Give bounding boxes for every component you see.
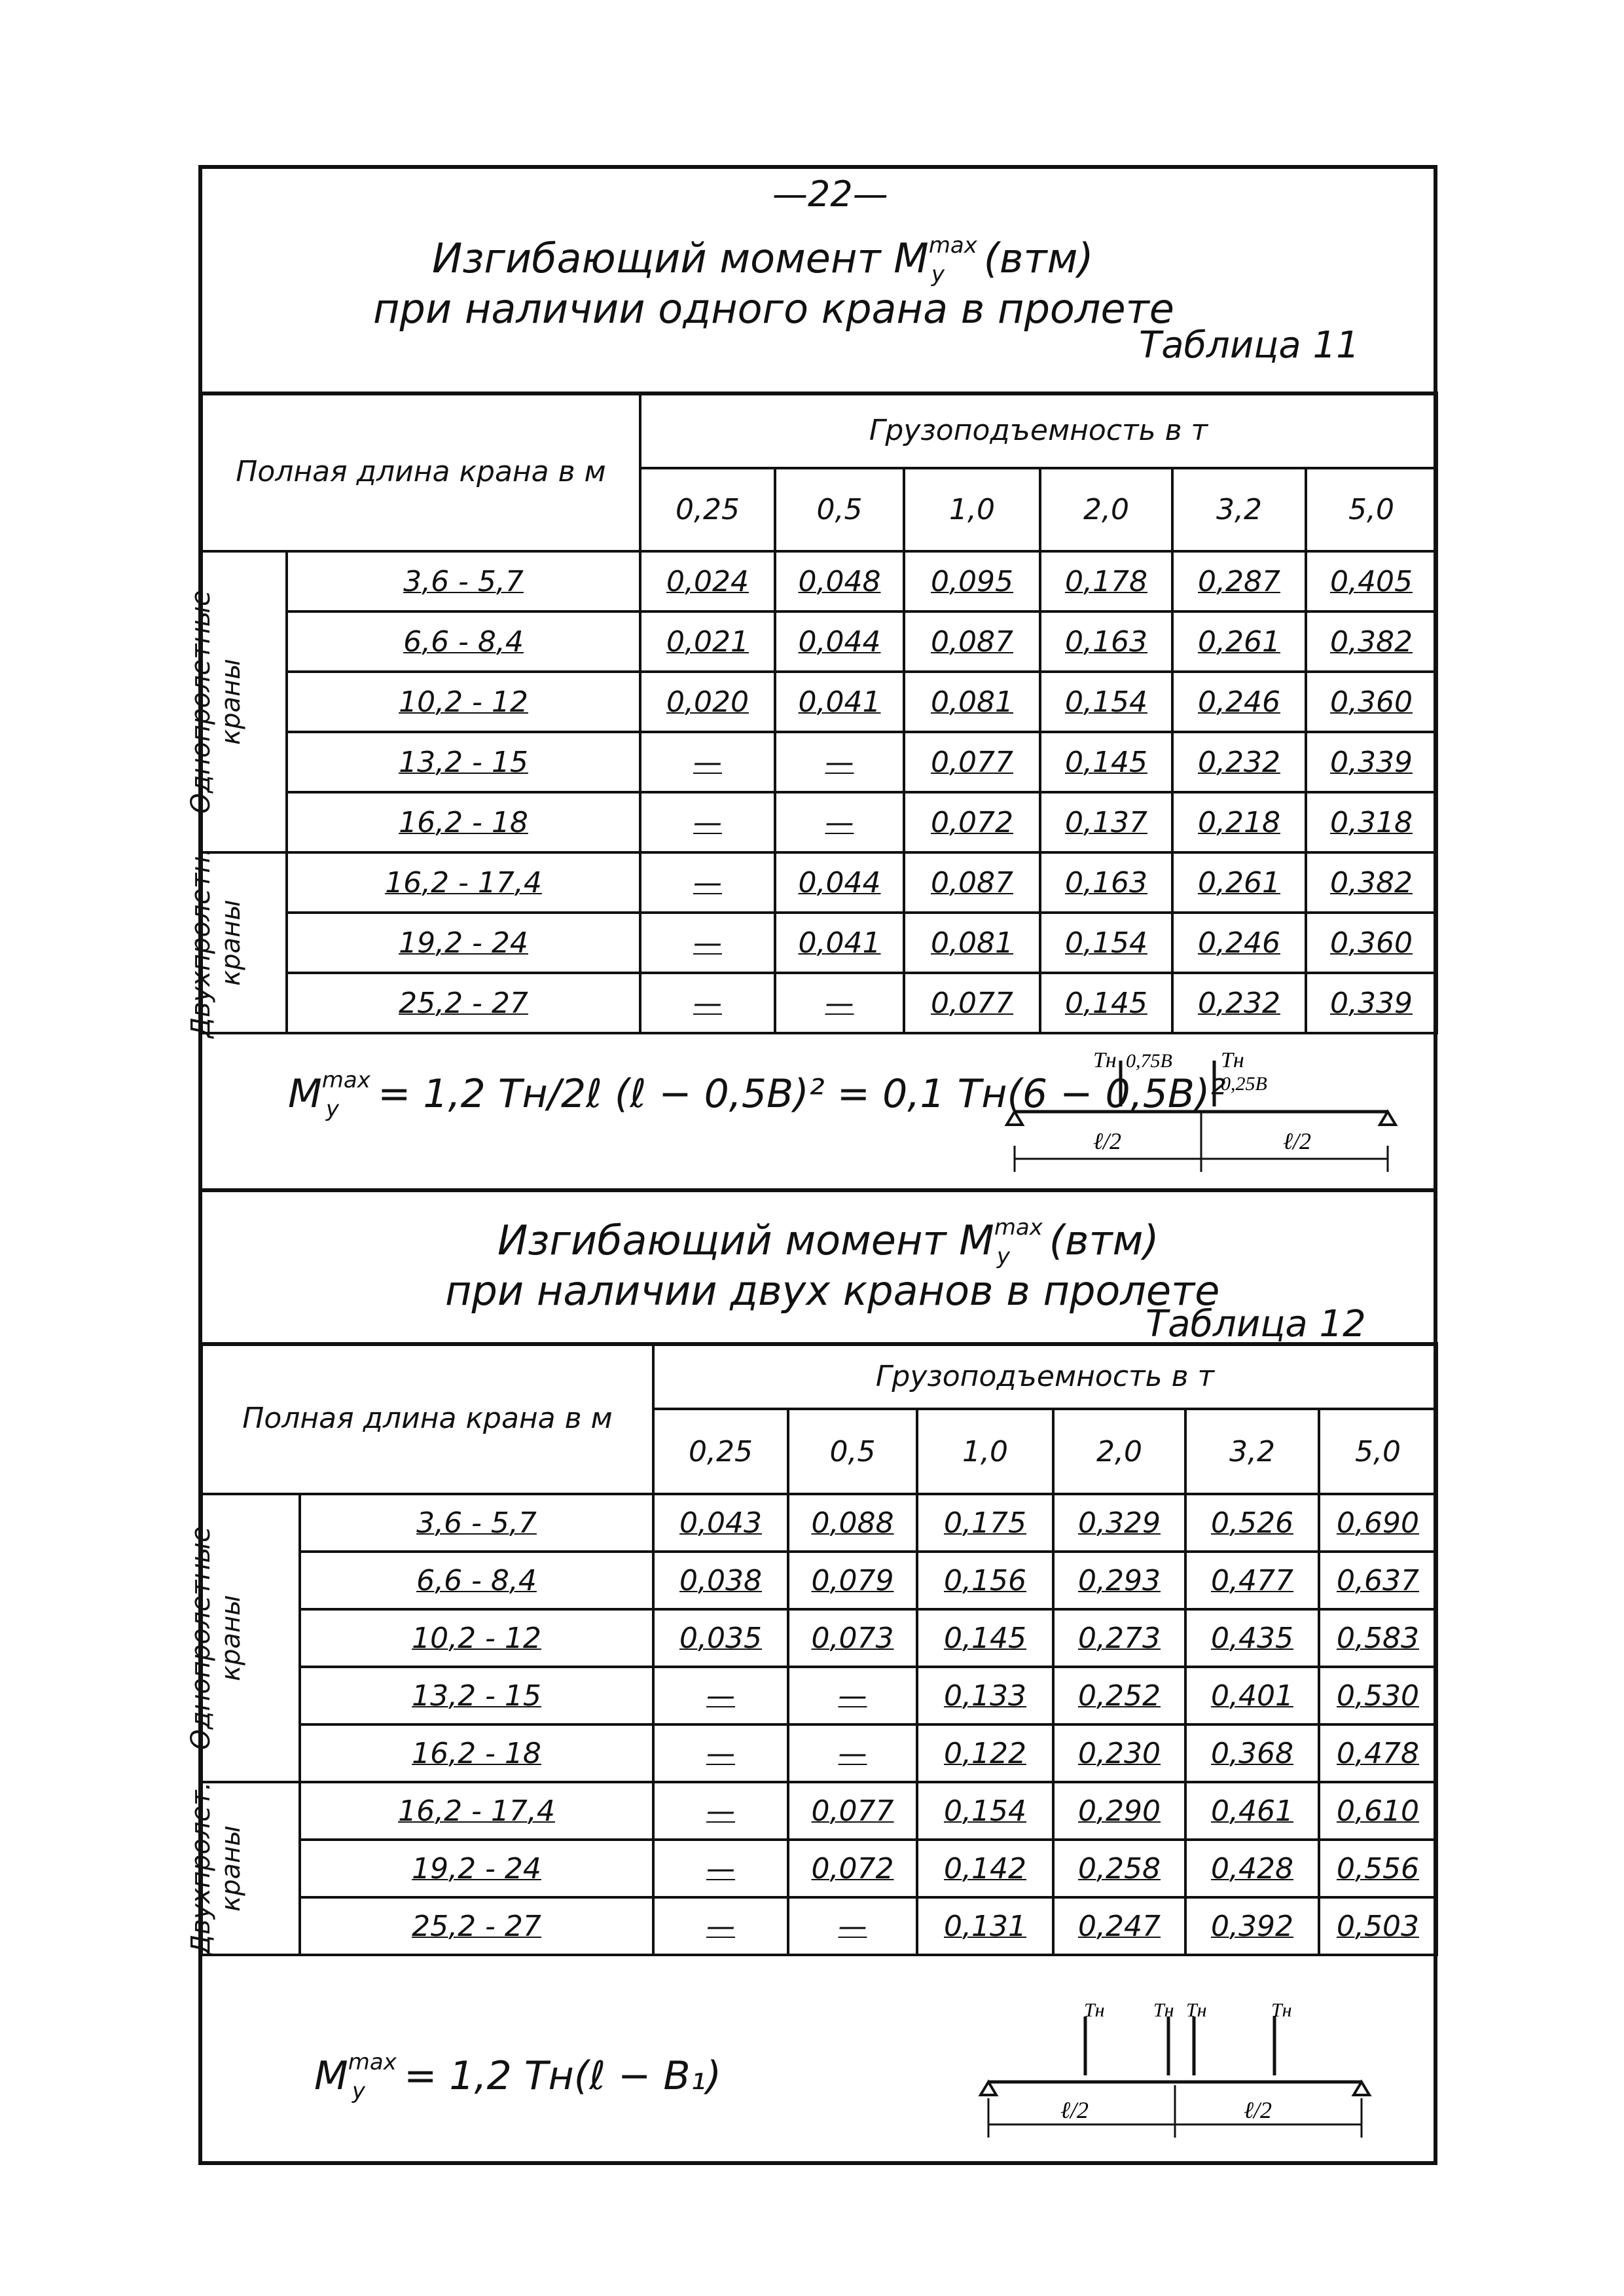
moment-value: 0,435 bbox=[1185, 1609, 1319, 1667]
capacity-header: 0,5 bbox=[788, 1409, 917, 1494]
table-row bbox=[202, 1494, 1437, 1552]
moment-value: — bbox=[788, 1724, 917, 1782]
moment-value: 0,156 bbox=[917, 1552, 1053, 1609]
page-number: —22— bbox=[772, 173, 888, 215]
moment-value: 0,145 bbox=[1040, 732, 1172, 792]
moment-value: 0,154 bbox=[917, 1782, 1053, 1840]
moment-value: 0,142 bbox=[917, 1840, 1053, 1897]
table-row bbox=[202, 672, 1437, 732]
moment-value: 0,072 bbox=[904, 792, 1040, 852]
capacity-header: 3,2 bbox=[1172, 468, 1306, 551]
moment-value: 0,293 bbox=[1053, 1552, 1185, 1609]
capacity-header: 5,0 bbox=[1306, 468, 1437, 551]
moment-value: 0,526 bbox=[1185, 1494, 1319, 1552]
crane-length-range: 3,6 - 5,7 bbox=[287, 551, 640, 611]
moment-value: 0,048 bbox=[775, 551, 904, 611]
moment-value: 0,252 bbox=[1053, 1667, 1185, 1724]
half-span-right: ℓ/2 bbox=[1283, 1128, 1311, 1154]
moment-value: 0,087 bbox=[904, 611, 1040, 672]
table11-title-line2: при наличии одного крана в пролете bbox=[373, 285, 1174, 333]
moment-value: 0,610 bbox=[1319, 1782, 1437, 1840]
moment-value: 0,392 bbox=[1185, 1897, 1319, 1955]
capacity-header: 0,5 bbox=[775, 468, 904, 551]
support-right bbox=[1380, 1112, 1396, 1125]
table12-title-line2: при наличии двух кранов в пролете bbox=[445, 1267, 1220, 1315]
moment-value: 0,246 bbox=[1172, 672, 1306, 732]
crane-length-range: 16,2 - 18 bbox=[287, 792, 640, 852]
moment-value: — bbox=[775, 732, 904, 792]
moment-value: 0,261 bbox=[1172, 852, 1306, 913]
crane-group-label: Двухпролетн. краны bbox=[202, 852, 287, 1033]
moment-value: 0,329 bbox=[1053, 1494, 1185, 1552]
moment-value: 0,154 bbox=[1040, 913, 1172, 973]
crane-group-label: Однопролетные краны bbox=[202, 551, 287, 852]
moment-value: 0,087 bbox=[904, 852, 1040, 913]
dim-025b: 0,25B bbox=[1221, 1073, 1267, 1095]
table-row bbox=[202, 852, 1437, 913]
crane-length-range: 10,2 - 12 bbox=[300, 1609, 653, 1667]
table-row bbox=[202, 1782, 1437, 1840]
table12-label: Таблица 12 bbox=[1146, 1303, 1366, 1345]
table-row bbox=[202, 1897, 1437, 1955]
moment-value: 0,077 bbox=[788, 1782, 917, 1840]
moment-value: 0,530 bbox=[1319, 1667, 1437, 1724]
moment-value: — bbox=[788, 1667, 917, 1724]
half-span-left: ℓ/2 bbox=[1060, 2097, 1089, 2123]
crane-length-range: 6,6 - 8,4 bbox=[300, 1552, 653, 1609]
moment-value: 0,230 bbox=[1053, 1724, 1185, 1782]
moment-value: 0,041 bbox=[775, 913, 904, 973]
support-left bbox=[981, 2082, 996, 2095]
moment-value: 0,556 bbox=[1319, 1840, 1437, 1897]
divider bbox=[200, 1188, 1435, 1192]
moment-value: 0,360 bbox=[1306, 913, 1437, 973]
dim-075b: 0,75B bbox=[1126, 1050, 1172, 1072]
moment-value: 0,382 bbox=[1306, 611, 1437, 672]
moment-value: 0,044 bbox=[775, 852, 904, 913]
table11 bbox=[186, 392, 1438, 1038]
moment-value: 0,339 bbox=[1306, 732, 1437, 792]
moment-value: 0,163 bbox=[1040, 611, 1172, 672]
load-label-2: Tн bbox=[1221, 1048, 1244, 1072]
moment-value: 0,131 bbox=[917, 1897, 1053, 1955]
moment-value: — bbox=[653, 1897, 788, 1955]
moment-value: 0,081 bbox=[904, 913, 1040, 973]
load-label-1: Tн bbox=[1093, 1048, 1117, 1072]
header-capacity: Грузоподъемность в т bbox=[653, 1343, 1437, 1409]
load-label-1: Tн bbox=[1084, 1999, 1105, 2021]
moment-value: 0,178 bbox=[1040, 551, 1172, 611]
header-length: Полная длина крана в м bbox=[202, 393, 640, 551]
capacity-header: 0,25 bbox=[653, 1409, 788, 1494]
moment-value: 0,044 bbox=[775, 611, 904, 672]
moment-value: 0,478 bbox=[1319, 1724, 1437, 1782]
table12-formula: $M^{max}_y = 1,2$ Tн(ℓ − B₁) bbox=[314, 2049, 722, 2104]
capacity-header: 5,0 bbox=[1319, 1409, 1437, 1494]
load-label-3: Tн bbox=[1186, 1999, 1207, 2021]
moment-value: — bbox=[640, 732, 775, 792]
capacity-header: 0,25 bbox=[640, 468, 775, 551]
moment-value: 0,461 bbox=[1185, 1782, 1319, 1840]
moment-value: — bbox=[640, 913, 775, 973]
moment-value: 0,382 bbox=[1306, 852, 1437, 913]
moment-value: — bbox=[640, 792, 775, 852]
moment-value: 0,246 bbox=[1172, 913, 1306, 973]
moment-value: 0,043 bbox=[653, 1494, 788, 1552]
moment-value: 0,163 bbox=[1040, 852, 1172, 913]
moment-value: 0,020 bbox=[640, 672, 775, 732]
table12 bbox=[186, 1342, 1438, 1956]
capacity-header: 1,0 bbox=[917, 1409, 1053, 1494]
moment-value: 0,133 bbox=[917, 1667, 1053, 1724]
moment-value: 0,428 bbox=[1185, 1840, 1319, 1897]
moment-value: 0,258 bbox=[1053, 1840, 1185, 1897]
capacity-header: 1,0 bbox=[904, 468, 1040, 551]
header-length: Полная длина крана в м bbox=[202, 1343, 653, 1494]
table-row bbox=[202, 913, 1437, 973]
crane-length-range: 6,6 - 8,4 bbox=[287, 611, 640, 672]
moment-value: 0,088 bbox=[788, 1494, 917, 1552]
table-row bbox=[202, 1724, 1437, 1782]
half-span-right: ℓ/2 bbox=[1244, 2097, 1272, 2123]
table11-formula: $M^{max}_y = 1,2$ Tн/2ℓ (ℓ − 0,5B)² = 0,1 Tн(6 − 0,5B)² bbox=[288, 1067, 1226, 1122]
moment-value: 0,290 bbox=[1053, 1782, 1185, 1840]
moment-value: — bbox=[775, 792, 904, 852]
table11-load-diagram bbox=[995, 1041, 1414, 1185]
table-row bbox=[202, 1552, 1437, 1609]
moment-value: 0,273 bbox=[1053, 1609, 1185, 1667]
table-row bbox=[202, 1609, 1437, 1667]
moment-value: — bbox=[653, 1667, 788, 1724]
crane-length-range: 19,2 - 24 bbox=[300, 1840, 653, 1897]
table12-load-diagram bbox=[969, 1990, 1401, 2141]
moment-value: 0,079 bbox=[788, 1552, 917, 1609]
moment-value: 0,401 bbox=[1185, 1667, 1319, 1724]
moment-value: — bbox=[653, 1724, 788, 1782]
moment-value: 0,077 bbox=[904, 973, 1040, 1033]
moment-value: 0,637 bbox=[1319, 1552, 1437, 1609]
moment-value: — bbox=[775, 973, 904, 1033]
moment-value: 0,232 bbox=[1172, 732, 1306, 792]
load-label-2: Tн bbox=[1153, 1999, 1174, 2021]
moment-value: 0,145 bbox=[1040, 973, 1172, 1033]
moment-value: 0,232 bbox=[1172, 973, 1306, 1033]
table11-title-line1: Изгибающий момент $M^{max}_y$ (втм) bbox=[432, 232, 1094, 287]
load-label-4: Tн bbox=[1271, 1999, 1292, 2021]
header-capacity: Грузоподъемность в т bbox=[640, 393, 1437, 468]
moment-value: 0,145 bbox=[917, 1609, 1053, 1667]
crane-length-range: 16,2 - 17,4 bbox=[300, 1782, 653, 1840]
moment-value: 0,339 bbox=[1306, 973, 1437, 1033]
support-left bbox=[1007, 1112, 1022, 1125]
capacity-header: 3,2 bbox=[1185, 1409, 1319, 1494]
moment-value: — bbox=[788, 1897, 917, 1955]
moment-value: 0,175 bbox=[917, 1494, 1053, 1552]
table-row bbox=[202, 973, 1437, 1033]
moment-value: 0,041 bbox=[775, 672, 904, 732]
crane-length-range: 3,6 - 5,7 bbox=[300, 1494, 653, 1552]
moment-value: 0,137 bbox=[1040, 792, 1172, 852]
crane-length-range: 25,2 - 27 bbox=[287, 973, 640, 1033]
moment-value: 0,077 bbox=[904, 732, 1040, 792]
moment-value: 0,405 bbox=[1306, 551, 1437, 611]
moment-value: 0,503 bbox=[1319, 1897, 1437, 1955]
moment-value: — bbox=[653, 1782, 788, 1840]
table-row bbox=[202, 792, 1437, 852]
moment-value: 0,035 bbox=[653, 1609, 788, 1667]
moment-value: 0,038 bbox=[653, 1552, 788, 1609]
moment-value: — bbox=[653, 1840, 788, 1897]
support-right bbox=[1354, 2082, 1369, 2095]
moment-value: 0,318 bbox=[1306, 792, 1437, 852]
moment-value: 0,690 bbox=[1319, 1494, 1437, 1552]
table11-label: Таблица 11 bbox=[1139, 324, 1360, 367]
crane-length-range: 13,2 - 15 bbox=[300, 1667, 653, 1724]
table-row bbox=[202, 732, 1437, 792]
moment-value: 0,368 bbox=[1185, 1724, 1319, 1782]
moment-value: 0,154 bbox=[1040, 672, 1172, 732]
crane-length-range: 13,2 - 15 bbox=[287, 732, 640, 792]
moment-value: 0,081 bbox=[904, 672, 1040, 732]
table-row bbox=[202, 1840, 1437, 1897]
crane-length-range: 19,2 - 24 bbox=[287, 913, 640, 973]
moment-value: 0,261 bbox=[1172, 611, 1306, 672]
moment-value: 0,073 bbox=[788, 1609, 917, 1667]
moment-value: — bbox=[640, 852, 775, 913]
moment-value: 0,024 bbox=[640, 551, 775, 611]
moment-value: 0,247 bbox=[1053, 1897, 1185, 1955]
moment-value: 0,072 bbox=[788, 1840, 917, 1897]
capacity-header: 2,0 bbox=[1040, 468, 1172, 551]
moment-value: 0,583 bbox=[1319, 1609, 1437, 1667]
moment-value: 0,477 bbox=[1185, 1552, 1319, 1609]
moment-value: 0,360 bbox=[1306, 672, 1437, 732]
moment-value: 0,095 bbox=[904, 551, 1040, 611]
crane-length-range: 16,2 - 18 bbox=[300, 1724, 653, 1782]
table-row bbox=[202, 611, 1437, 672]
crane-length-range: 25,2 - 27 bbox=[300, 1897, 653, 1955]
moment-value: 0,021 bbox=[640, 611, 775, 672]
moment-value: 0,122 bbox=[917, 1724, 1053, 1782]
crane-length-range: 10,2 - 12 bbox=[287, 672, 640, 732]
table12-title-line1: Изгибающий момент $M^{max}_y$ (втм) bbox=[497, 1214, 1159, 1269]
moment-value: 0,287 bbox=[1172, 551, 1306, 611]
crane-group-label: Двухпролет. краны bbox=[202, 1782, 300, 1955]
moment-value: — bbox=[640, 973, 775, 1033]
table-row bbox=[202, 551, 1437, 611]
crane-group-label: Однопролетные краны bbox=[202, 1494, 300, 1782]
capacity-header: 2,0 bbox=[1053, 1409, 1185, 1494]
moment-value: 0,218 bbox=[1172, 792, 1306, 852]
crane-length-range: 16,2 - 17,4 bbox=[287, 852, 640, 913]
half-span-left: ℓ/2 bbox=[1093, 1128, 1121, 1154]
table-row bbox=[202, 1667, 1437, 1724]
